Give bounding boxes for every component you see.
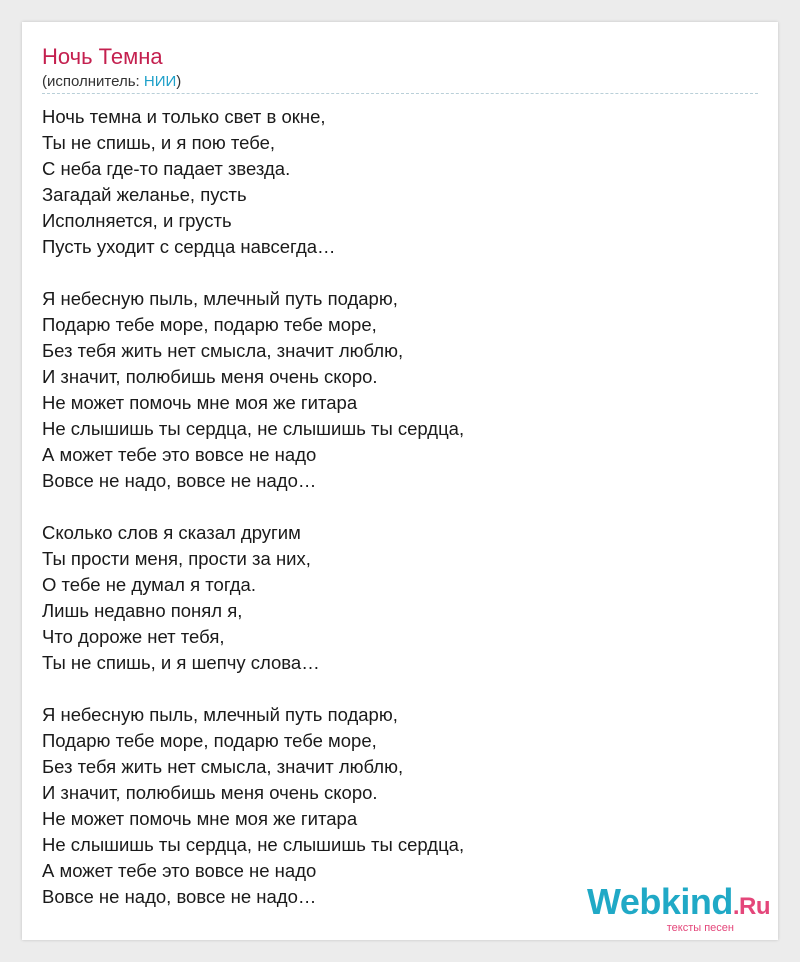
lyrics-line: С неба где-то падает звезда. (42, 158, 291, 179)
lyrics-line: Я небесную пыль, млечный путь подарю, (42, 704, 398, 725)
site-logo[interactable] (586, 881, 770, 934)
artist-link[interactable]: НИИ (143, 73, 177, 90)
artist-suffix: ) (176, 73, 182, 90)
lyrics-line: И значит, полюбишь меня очень скоро. (42, 366, 378, 387)
lyrics-line: А может тебе это вовсе не надо (42, 860, 317, 881)
lyrics-line: Ты прости меня, прости за них, (42, 548, 311, 569)
lyrics-line: Ты не спишь, и я шепчу слова… (42, 652, 320, 673)
lyrics-line: Без тебя жить нет смысла, значит люблю, (42, 340, 404, 361)
lyrics-line: О тебе не думал я тогда. (42, 574, 256, 595)
logo-tagline: тексты песен (666, 922, 734, 934)
lyrics-line: Не может помочь мне моя же гитара (42, 392, 358, 413)
lyrics-line: Сколько слов я сказал другим (42, 522, 301, 543)
lyrics-card (22, 22, 778, 940)
lyrics-line: Загадай желанье, пусть (42, 184, 247, 205)
artist-line (42, 73, 181, 91)
lyrics-line: А может тебе это вовсе не надо (42, 444, 317, 465)
lyrics-line: Вовсе не надо, вовсе не надо… (42, 470, 317, 491)
lyrics-line: Ты не спишь, и я пою тебе, (42, 132, 276, 153)
lyrics-line: Без тебя жить нет смысла, значит люблю, (42, 756, 404, 777)
lyrics-stanza (42, 286, 464, 494)
lyrics-line: Подарю тебе море, подарю тебе море, (42, 730, 377, 751)
lyrics-line: Лишь недавно понял я, (42, 600, 243, 621)
lyrics-line: Исполняется, и грусть (42, 210, 232, 231)
title-divider (42, 93, 758, 94)
lyrics-line: Пусть уходит с сердца навсегда… (42, 236, 336, 257)
logo-tld: .Ru (732, 893, 770, 920)
lyrics-text (42, 104, 464, 910)
lyrics-stanza (42, 702, 464, 910)
lyrics-line: Ночь темна и только свет в окне, (42, 106, 326, 127)
logo-name: Webkind (586, 881, 733, 922)
lyrics-line: Не слышишь ты сердца, не слышишь ты сердца, (42, 418, 465, 439)
lyrics-stanza (42, 520, 464, 676)
lyrics-line: Я небесную пыль, млечный путь подарю, (42, 288, 398, 309)
lyrics-line: Не может помочь мне моя же гитара (42, 808, 358, 829)
lyrics-line: Вовсе не надо, вовсе не надо… (42, 886, 317, 907)
lyrics-line: Не слышишь ты сердца, не слышишь ты сердца, (42, 834, 465, 855)
lyrics-stanza (42, 104, 464, 260)
lyrics-line: И значит, полюбишь меня очень скоро. (42, 782, 378, 803)
logo-wordmark (586, 881, 770, 925)
lyrics-line: Подарю тебе море, подарю тебе море, (42, 314, 377, 335)
lyrics-line: Что дороже нет тебя, (42, 626, 225, 647)
artist-prefix: (исполнитель: (42, 73, 144, 90)
song-title: Ночь Темна (42, 44, 163, 69)
